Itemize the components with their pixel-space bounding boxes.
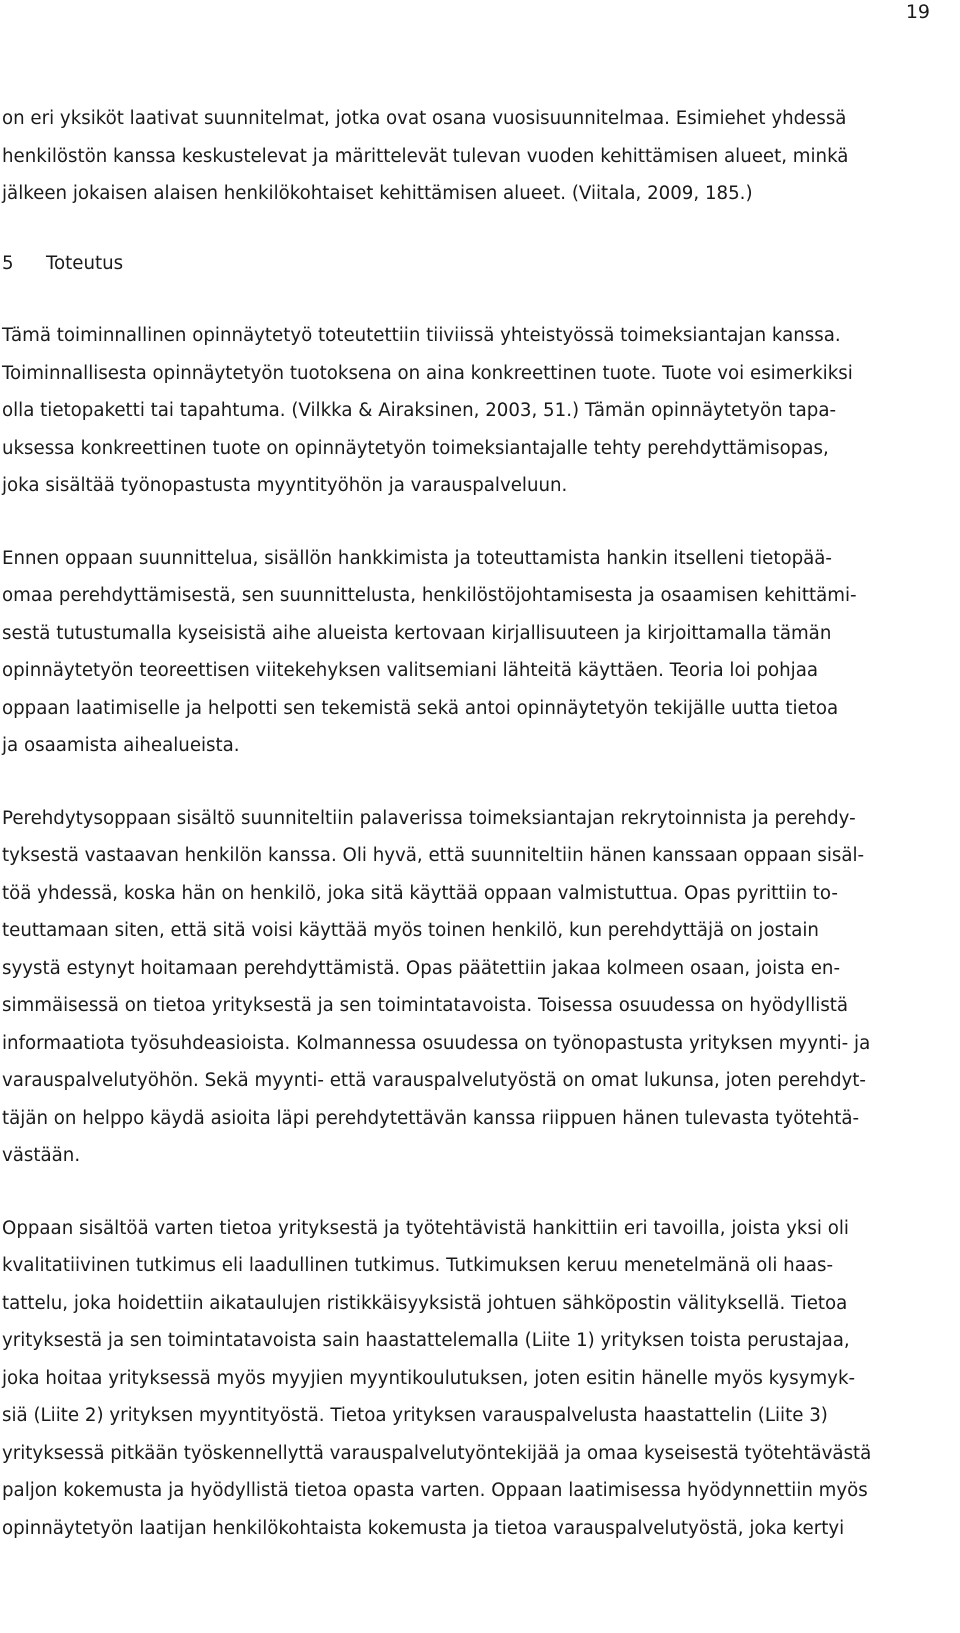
text-line: henkilöstön kanssa keskustelevat ja märittelevät tulevan vuoden kehittämisen alueet, minkä bbox=[2, 145, 849, 167]
text-line: uksessa konkreettinen tuote on opinnäytetyön toimeksiantajalle tehty perehdyttämisopas, bbox=[2, 437, 829, 459]
text-line: Toiminnallisesta opinnäytetyön tuotoksena on aina konkreettinen tuote. Tuote voi esimerkiksi bbox=[2, 362, 853, 384]
text-line: varauspalvelutyöhön. Sekä myynti- että varauspalvelutyöstä on omat lukunsa, joten perehdyt- bbox=[2, 1070, 866, 1091]
text-line: ja osaamista aihealueista. bbox=[2, 735, 240, 756]
text-line: västään. bbox=[2, 1145, 81, 1166]
intro-paragraph bbox=[2, 100, 958, 213]
text-line: tyksestä vastaavan henkilön kanssa. Oli hyvä, että suunniteltiin hänen kanssaan oppaan sisäl- bbox=[2, 845, 865, 866]
text-line: simmäisessä on tietoa yrityksestä ja sen toimintatavoista. Toisessa osuudessa on hyödyllistä bbox=[2, 995, 849, 1016]
text-line: Perehdytysoppaan sisältö suunniteltiin palaverissa toimeksiantajan rekrytoinnista ja perehdy- bbox=[2, 807, 856, 829]
body-paragraph bbox=[2, 1210, 958, 1548]
body-paragraph bbox=[2, 540, 958, 765]
body-paragraph bbox=[2, 317, 958, 505]
text-line: informaatiota työsuhdeasioista. Kolmannessa osuudessa on työnopastusta yrityksen myynti- ja bbox=[2, 1032, 871, 1054]
text-line: olla tietopaketti tai tapahtuma. (Vilkka & Airaksinen, 2003, 51.) Tämän opinnäytetyön tapa- bbox=[2, 400, 837, 421]
text-line: Ennen oppaan suunnittelua, sisällön hankkimista ja toteuttamista hankin itselleni tietopää- bbox=[2, 547, 832, 569]
text-line: yrityksessä pitkään työskennellyttä varauspalvelutyöntekijää ja omaa kyseisestä työtehtävästä bbox=[2, 1442, 872, 1464]
text-line: omaa perehdyttämisestä, sen suunnittelusta, henkilöstöjohtamisesta ja osaamisen kehittämi- bbox=[2, 585, 857, 606]
text-line: opinnäytetyön laatijan henkilökohtaista kokemusta ja tietoa varauspalvelutyöstä, joka kertyi bbox=[2, 1517, 845, 1539]
text-line: jälkeen jokaisen alaisen henkilökohtaiset kehittämisen alueet. (Viitala, 2009, 185.) bbox=[2, 183, 753, 204]
page-number: 19 bbox=[905, 1, 930, 23]
paragraph-gap bbox=[2, 505, 958, 540]
text-line: joka hoitaa yrityksessä myös myyjien myyntikoulutuksen, joten esitin hänelle myös kysymyk- bbox=[2, 1367, 856, 1389]
text-line: yrityksestä ja sen toimintatavoista sain haastattelemalla (Liite 1) yrityksen toista perustajaa, bbox=[2, 1330, 850, 1351]
text-line: opinnäytetyön teoreettisen viitekehyksen valitsemiani lähteitä käyttäen. Teoria loi pohjaa bbox=[2, 660, 818, 681]
text-line: paljon kokemusta ja hyödyllistä tietoa opasta varten. Oppaan laatimisessa hyödynnettiin myös bbox=[2, 1480, 868, 1501]
text-line: Oppaan sisältöä varten tietoa yrityksestä ja työtehtävistä hankittiin eri tavoilla, joista yksi oli bbox=[2, 1217, 849, 1239]
text-line: Tämä toiminnallinen opinnäytetyö toteutettiin tiiviissä yhteistyössä toimeksiantajan kanssa. bbox=[2, 325, 841, 346]
text-line: tattelu, joka hoidettiin aikataulujen ristikkäisyyksistä johtuen sähköpostin välityksellä. Tietoa bbox=[2, 1292, 848, 1314]
section-number: 5 bbox=[2, 252, 14, 274]
section-title: Toteutus bbox=[46, 252, 124, 274]
text-line: teuttamaan siten, että sitä voisi käyttää myös toinen henkilö, kun perehdyttäjä on jostain bbox=[2, 920, 819, 941]
section-heading bbox=[2, 245, 958, 283]
text-line: siä (Liite 2) yrityksen myyntityöstä. Tietoa yrityksen varauspalvelusta haastattelin (Liite 3) bbox=[2, 1405, 828, 1426]
text-line: kvalitatiivinen tutkimus eli laadullinen tutkimus. Tutkimuksen keruu menetelmänä oli haas- bbox=[2, 1255, 834, 1276]
text-line: töä yhdessä, koska hän on henkilö, joka sitä käyttää oppaan valmistuttua. Opas pyrittiin to- bbox=[2, 882, 838, 904]
paragraph-gap bbox=[2, 1175, 958, 1210]
text-line: täjän on helppo käydä asioita läpi perehdytettävän kanssa riippuen hänen tulevasta työtehtä- bbox=[2, 1107, 860, 1129]
body-paragraph bbox=[2, 800, 958, 1175]
paragraph-gap bbox=[2, 765, 958, 800]
text-line: oppaan laatimiselle ja helpotti sen tekemistä sekä antoi opinnäytetyön tekijälle uutta tietoa bbox=[2, 697, 839, 719]
text-line: syystä estynyt hoitamaan perehdyttämistä. Opas päätettiin jakaa kolmeen osaan, joista en- bbox=[2, 957, 841, 979]
document-body bbox=[2, 100, 958, 1547]
text-line: on eri yksiköt laativat suunnitelmat, jotka ovat osana vuosisuunnitelmaa. Esimiehet yhdessä bbox=[2, 108, 847, 129]
text-line: joka sisältää työnopastusta myyntityöhön ja varauspalveluun. bbox=[2, 475, 568, 496]
text-line: sestä tutustumalla kyseisistä aihe alueista kertovaan kirjallisuuteen ja kirjoittamalla tämän bbox=[2, 622, 832, 644]
